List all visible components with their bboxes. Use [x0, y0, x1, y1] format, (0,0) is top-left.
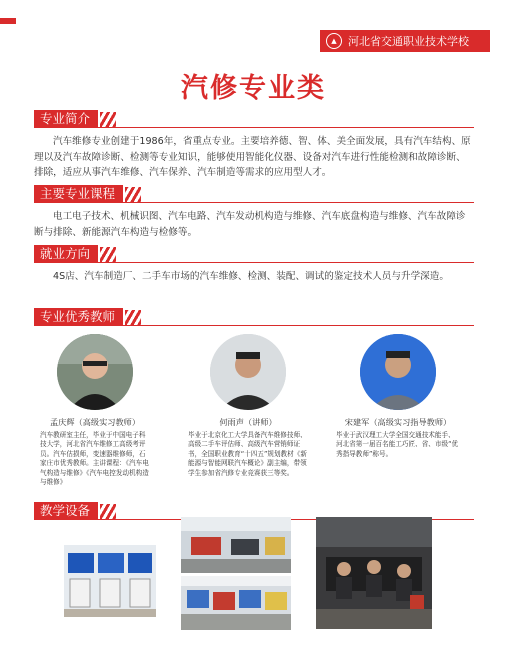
teacher-name: 孟庆辉（高级实习教师）	[49, 417, 141, 427]
intro-text: 汽车维修专业创建于1986年，省重点专业。主要培养德、智、体、美全面发展，具有汽车结构、原理以及汽车故障诊断、检测等专业知识，能够使用智能化仪器、设备对汽车进行性能检测和故障诊断、排除，适应从事汽车维修、汽车保养、汽车制造等需求的应用型人才。	[34, 136, 471, 178]
teacher-description: 毕业于北京化工大学具备汽车维修技师、高级二手车评估师、高级汽车营销师证书，全国职业教育“十四五”规划教材《新能源与智能网联汽车概论》副主编，带领学生参加省汽修专业竞赛获三等奖。	[188, 431, 307, 477]
teacher-photo	[210, 334, 286, 410]
equipment-photo-lab	[64, 545, 156, 617]
school-logo-icon: ▲	[326, 33, 342, 49]
teacher-description: 毕业于武汉理工大学全国交通技术能手、河北省第一届百名能工巧匠、省、市级“优秀指导教师”称号。	[336, 431, 459, 458]
corner-decoration	[0, 18, 16, 24]
page-title: 汽修专业类	[181, 73, 326, 104]
teacher-name: 何雨声（讲师）	[219, 417, 277, 427]
section-heading-intro: 专业简介	[34, 110, 116, 128]
teacher-description: 汽车教研室主任，毕业于中国电子科技大学，河北省汽车维修工高级考评员。汽车估损师，变速器维修师，石家庄市优秀教师。主讲课程：《汽车电气构造与维修》《汽车电控发动机构造与维修》	[40, 431, 149, 487]
courses-text: 电工电子技术、机械识图、汽车电路、汽车发动机构造与维修、汽车底盘构造与维修、汽车故障诊断与排除、新能源汽车构造与检修等。	[34, 211, 466, 238]
teacher-card-1	[40, 334, 150, 487]
section-heading-equipment: 教学设备	[34, 502, 116, 520]
equipment-photo-engines	[181, 576, 291, 630]
school-name: 河北省交通职业技术学校	[348, 35, 469, 48]
section-heading-courses: 主要专业课程	[34, 185, 141, 203]
equipment-photo-students	[316, 517, 432, 629]
section-heading-career: 就业方向	[34, 245, 116, 263]
teacher-card-3	[336, 334, 460, 459]
teacher-name: 宋建军（高级实习指导教师）	[344, 417, 452, 427]
teacher-photo	[57, 334, 133, 410]
career-text: 4S店、汽车制造厂、二手车市场的汽车维修、检测、装配、调试的鉴定技术人员与升学深造。	[53, 271, 449, 282]
teacher-card-2	[188, 334, 308, 478]
equipment-photo-workshop	[181, 517, 291, 573]
section-heading-teachers: 专业优秀教师	[34, 308, 141, 326]
teacher-photo	[360, 334, 436, 410]
school-badge	[320, 30, 490, 52]
